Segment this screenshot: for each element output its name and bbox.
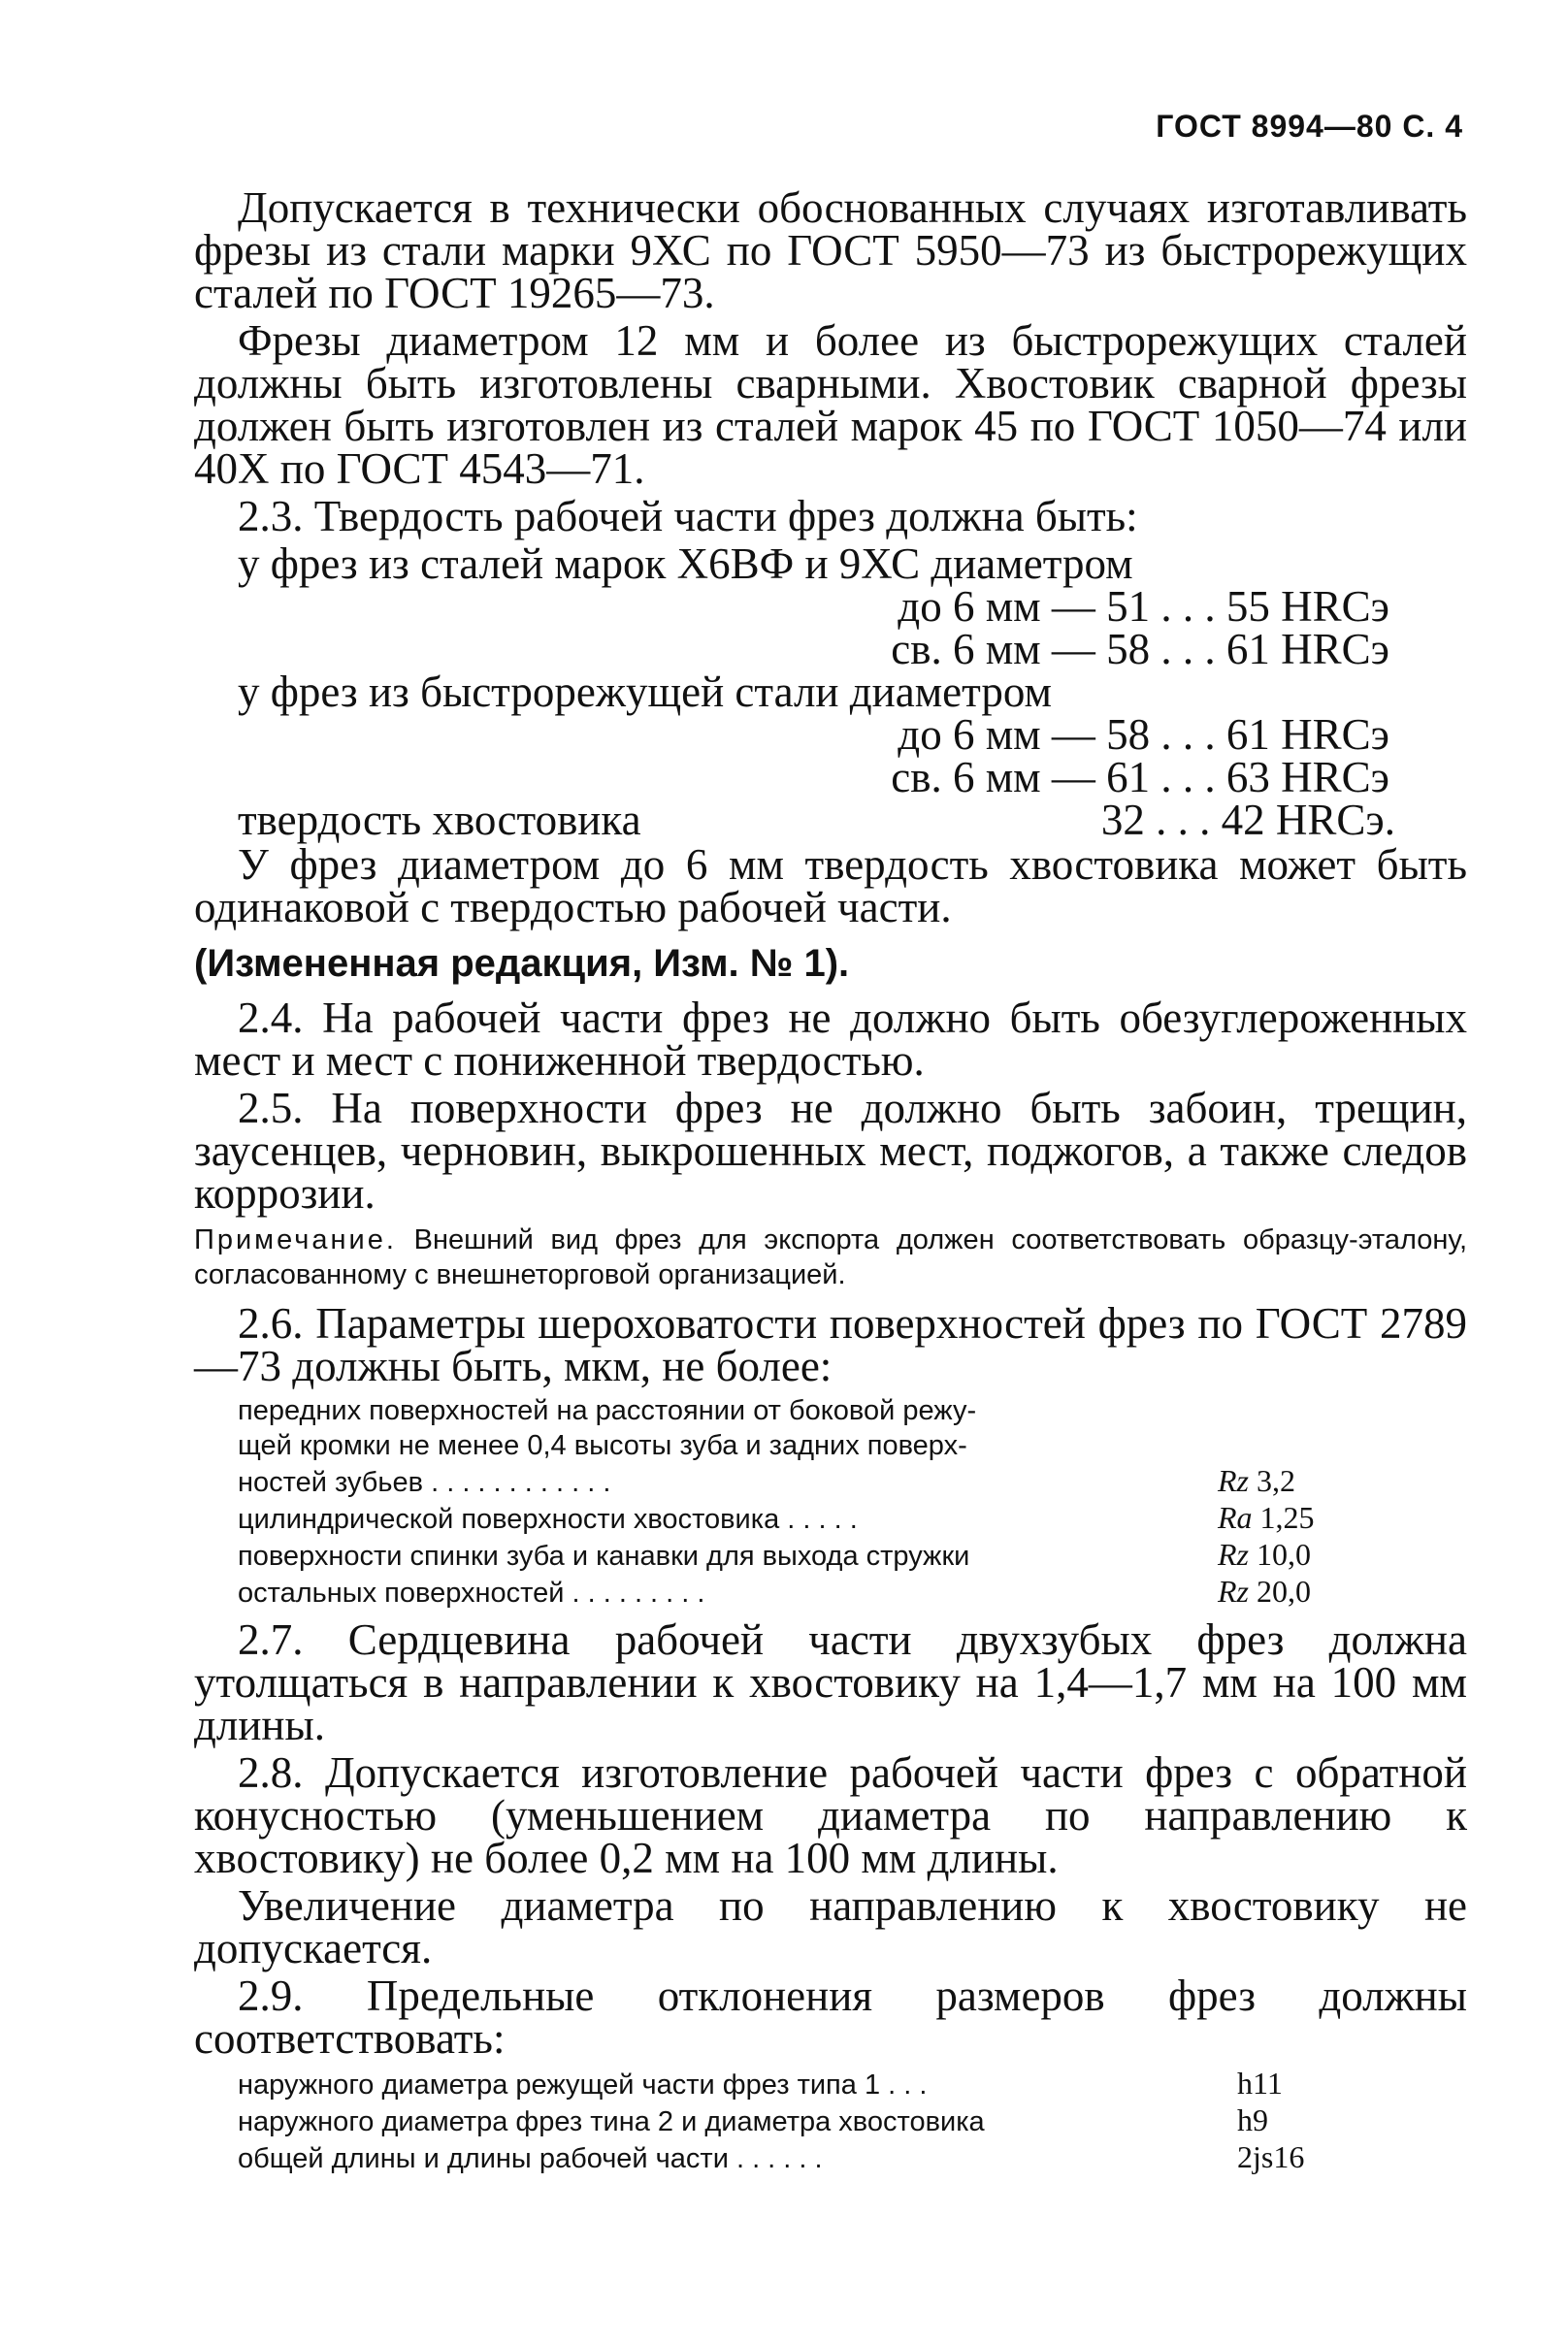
tolerance-row: наружного диаметра режущей части фрез типа 1 . . . h11 [238, 2066, 1324, 2102]
hardness-group1-label: у фрез из сталей марок Х6ВФ и 9ХС диаметром [238, 539, 1133, 588]
shank-value: 32 . . . 42 HRCэ. [1100, 796, 1395, 844]
tolerance-row: наружного диаметра фрез тина 2 и диаметра хвостовика h9 [238, 2102, 1324, 2139]
tolerance-value: h11 [1237, 2066, 1283, 2101]
roughness-value: 10,0 [1257, 1537, 1311, 1572]
hardness-row: до 6 мм — 58 . . . 61 HRCэ [898, 710, 1389, 759]
clause-2-4: 2.4. На рабочей части фрез не должно быть обезуглероженных мест и мест с пониженной твердостью. [194, 994, 1467, 1085]
roughness-value: 1,25 [1259, 1500, 1315, 1535]
roughness-param: Rz [1218, 1574, 1249, 1609]
roughness-param: Rz [1218, 1537, 1249, 1572]
hardness-row: до 6 мм — 51 . . . 55 HRCэ [898, 582, 1389, 631]
shank-label: твердость хвостовика [238, 796, 641, 844]
roughness-value: 3,2 [1257, 1463, 1295, 1498]
note-text: Внешний вид фрез для экспорта должен соответствовать образцу-эталону, согласованному с внешнеторговой организацией. [194, 1224, 1467, 1290]
hardness-row: св. 6 мм — 58 . . . 61 HRCэ [891, 625, 1389, 673]
welded-paragraph: Фрезы диаметром 12 мм и более из быстрорежущих сталей должны быть изготовлены сварными. Хвостовик сварной фрезы должен быть изготовлен из сталей марок 45 по ГОСТ 1050—74 или 40Х по ГОСТ 4543—71. [194, 316, 1467, 493]
shank-note: У фрез диаметром до 6 мм твердость хвостовика может быть одинаковой с твердостью рабочей части. [194, 840, 1467, 931]
clause-2-8: 2.8. Допускается изготовление рабочей части фрез с обратной конусностью (уменьшением диаметра по направлению к хвостовику) не более 0,2 мм на 100 мм длины. [194, 1748, 1467, 1882]
hardness-group2-label: у фрез из быстрорежущей стали диаметром [238, 668, 1052, 716]
roughness-row: цилиндрической поверхности хвостовика . . . . . Ra 1,25 [238, 1500, 1315, 1535]
clause-2-7: 2.7. Сердцевина рабочей части двухзубых фрез должна утолщаться в направлении к хвостовику на 1,4—1,7 мм на 100 мм длины. [194, 1615, 1467, 1749]
document-body [194, 183, 1467, 2184]
clause-2-6: 2.6. Параметры шероховатости поверхностей фрез по ГОСТ 2789—73 должны быть, мкм, не более: [194, 1299, 1467, 1390]
roughness-row: остальных поверхностей . . . . . . . . . Rz 20,0 [238, 1574, 1311, 1609]
intro-paragraph: Допускается в технически обоснованных случаях изготавливать фрезы из стали марки 9ХС по ГОСТ 5950—73 из быстрорежущих сталей по ГОСТ 19265—73. [194, 183, 1467, 317]
hardness-heading: 2.3. Твердость рабочей части фрез должна быть: [238, 492, 1138, 540]
roughness-row: передних поверхностей на расстоянии от боковой режу- щей кромки не менее 0,4 высоты зуба и задних поверх- ностей зубьев . . . . . . . . . . . . Rz 3,2 [238, 1395, 1295, 1498]
clause-2-5: 2.5. На поверхности фрез не должно быть забоин, трещин, заусенцев, черновин, выкрошенных мест, поджогов, а также следов коррозии. [194, 1084, 1467, 1218]
tolerance-table [194, 2066, 1324, 2176]
roughness-row: поверхности спинки зуба и канавки для выхода стружки Rz 10,0 [238, 1537, 1311, 1572]
tolerance-value: h9 [1237, 2102, 1268, 2137]
shank-hardness-row [194, 796, 1467, 844]
roughness-param: Ra [1218, 1500, 1253, 1535]
note-label: Примечание. [194, 1224, 397, 1255]
hardness-row: св. 6 мм — 61 . . . 63 HRCэ [891, 753, 1389, 801]
tolerance-value: 2js16 [1237, 2139, 1305, 2174]
roughness-value: 20,0 [1257, 1574, 1311, 1609]
clause-2-8-continued: Увеличение диаметра по направлению к хвостовику не допускается. [194, 1881, 1467, 1972]
hardness-section [194, 492, 1467, 931]
clause-2-9: 2.9. Предельные отклонения размеров фрез должны соответствовать: [194, 1971, 1467, 2063]
page-header: ГОСТ 8994—80 С. 4 [1156, 109, 1463, 144]
roughness-param: Rz [1218, 1463, 1249, 1498]
amendment-note: (Измененная редакция, Изм. № 1). [194, 942, 850, 985]
roughness-table [194, 1393, 1324, 1611]
note-block [194, 1222, 1467, 1292]
tolerance-row: общей длины и длины рабочей части . . . . . . 2js16 [238, 2139, 1324, 2176]
